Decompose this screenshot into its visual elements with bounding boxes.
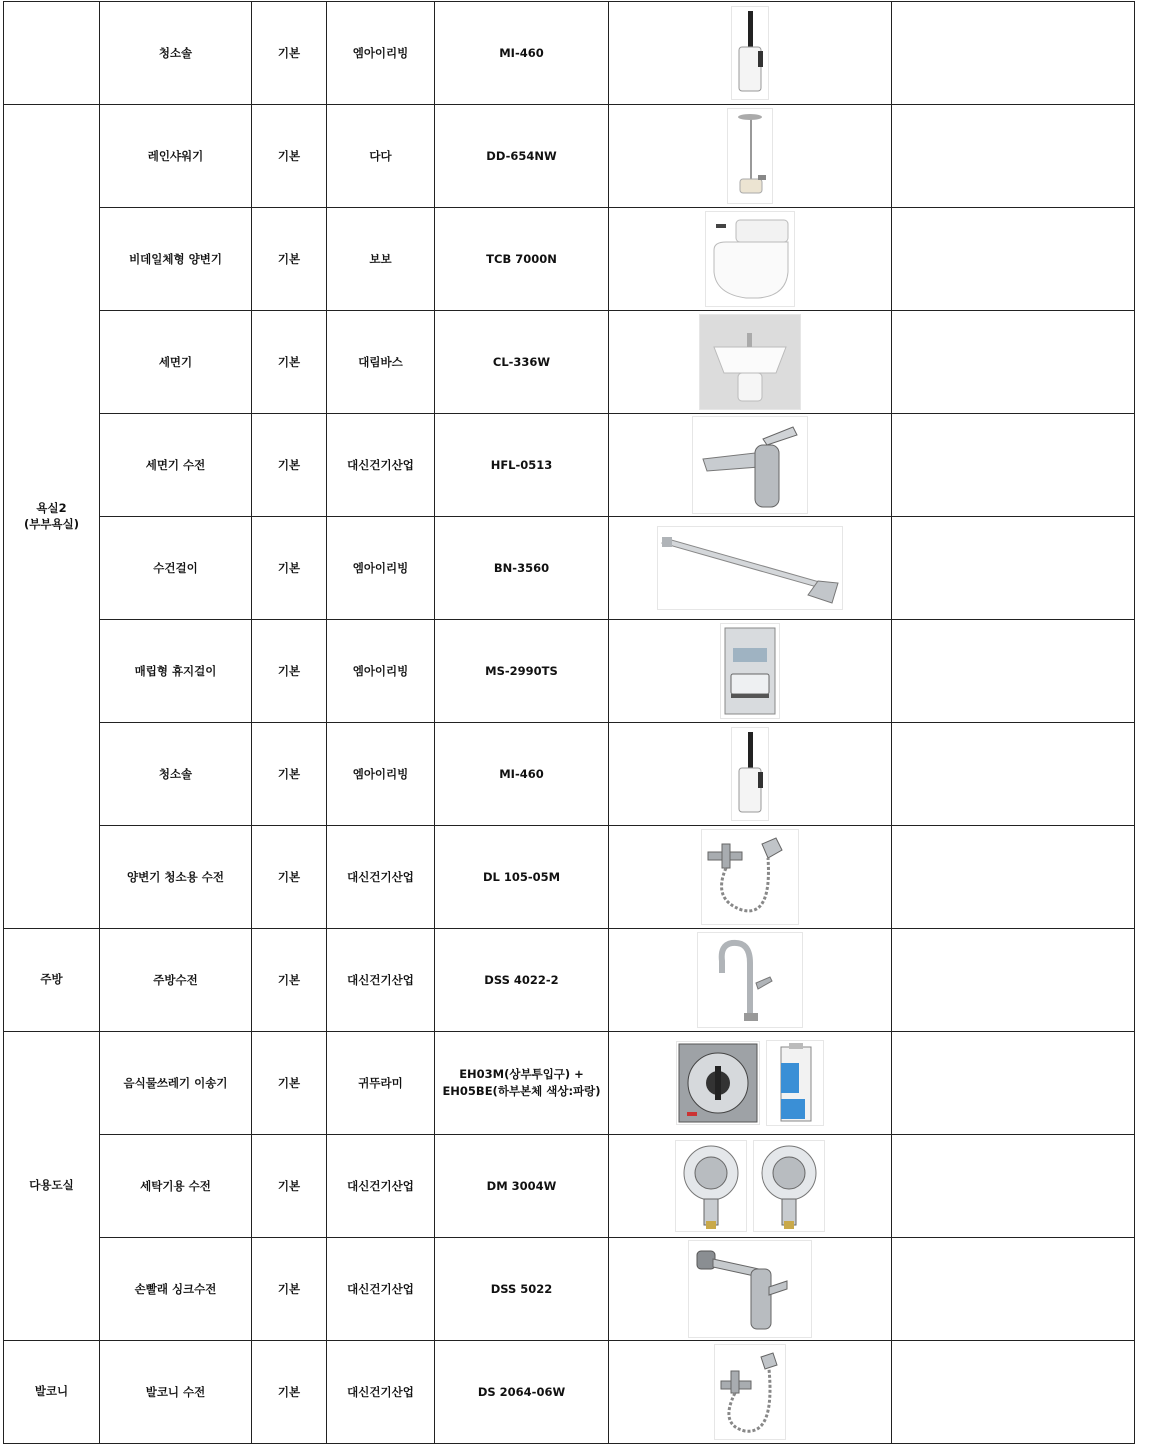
model-line: EH05BE(하부본체 색상:파랑)	[442, 1084, 601, 1098]
item-model: DD-654NW	[435, 105, 609, 208]
room-name: 다용도실	[29, 1178, 74, 1193]
paper-holder-icon	[720, 623, 780, 719]
item-name: 매립형 휴지걸이	[100, 620, 252, 723]
product-image-cell	[609, 826, 892, 929]
item-brand: 엠아이리빙	[327, 2, 435, 105]
item-brand: 엠아이리빙	[327, 517, 435, 620]
item-brand: 귀뚜라미	[327, 1032, 435, 1135]
item-type: 기본	[252, 208, 327, 311]
item-model: MI-460	[435, 2, 609, 105]
room-cell	[4, 105, 100, 929]
room-cell	[4, 929, 100, 1032]
room-subname: (부부욕실)	[24, 516, 79, 531]
item-name: 세탁기용 수전	[100, 1135, 252, 1238]
product-image-cell	[609, 414, 892, 517]
item-brand: 대신건기산업	[327, 414, 435, 517]
model-line: EH03M(상부투입구) +	[459, 1067, 584, 1082]
item-name: 수건걸이	[100, 517, 252, 620]
item-model: CL-336W	[435, 311, 609, 414]
item-name: 세면기	[100, 311, 252, 414]
note-cell	[892, 311, 1135, 414]
item-name: 세면기 수전	[100, 414, 252, 517]
item-type: 기본	[252, 1135, 327, 1238]
item-type: 기본	[252, 1032, 327, 1135]
item-type: 기본	[252, 414, 327, 517]
note-cell	[892, 929, 1135, 1032]
rain-shower-icon	[727, 108, 773, 204]
item-name: 비데일체형 양변기	[100, 208, 252, 311]
room-name: 욕실2	[36, 500, 67, 515]
item-model: DSS 5022	[435, 1238, 609, 1341]
washer-faucet-icon	[675, 1140, 747, 1232]
item-brand: 대신건기산업	[327, 1135, 435, 1238]
item-brand: 엠아이리빙	[327, 620, 435, 723]
item-type: 기본	[252, 723, 327, 826]
item-type: 기본	[252, 105, 327, 208]
product-image-cell	[609, 929, 892, 1032]
item-name: 레인샤워기	[100, 105, 252, 208]
note-cell	[892, 826, 1135, 929]
food-waste-disposer-icon	[676, 1041, 760, 1125]
washbasin-icon	[699, 314, 801, 410]
note-cell	[892, 414, 1135, 517]
note-cell	[892, 517, 1135, 620]
item-name: 손빨래 싱크수전	[100, 1238, 252, 1341]
item-brand: 다다	[327, 105, 435, 208]
item-model: MI-460	[435, 723, 609, 826]
item-type: 기본	[252, 1341, 327, 1444]
item-type: 기본	[252, 929, 327, 1032]
toilet-brush-icon	[731, 727, 769, 821]
room-name: 주방	[40, 972, 63, 987]
table-row	[4, 2, 1135, 105]
product-image-cell	[609, 517, 892, 620]
table-row	[4, 311, 1135, 414]
pullout-faucet-icon	[688, 1240, 812, 1338]
item-name: 양변기 청소용 수전	[100, 826, 252, 929]
item-name: 음식물쓰레기 이송기	[100, 1032, 252, 1135]
fixture-spec-table	[3, 1, 1135, 1444]
table-row	[4, 208, 1135, 311]
item-model: DS 2064-06W	[435, 1341, 609, 1444]
product-image-cell	[609, 2, 892, 105]
item-brand: 엠아이리빙	[327, 723, 435, 826]
item-type: 기본	[252, 517, 327, 620]
table-row	[4, 517, 1135, 620]
item-brand: 대신건기산업	[327, 1341, 435, 1444]
toilet-brush-icon	[731, 6, 769, 100]
table-row	[4, 723, 1135, 826]
item-name: 주방수전	[100, 929, 252, 1032]
item-type: 기본	[252, 1238, 327, 1341]
kitchen-faucet-icon	[697, 932, 803, 1028]
item-brand: 대림바스	[327, 311, 435, 414]
item-brand: 대신건기산업	[327, 1238, 435, 1341]
product-image-cell	[609, 620, 892, 723]
table-row	[4, 105, 1135, 208]
item-model	[435, 1032, 609, 1135]
note-cell	[892, 2, 1135, 105]
note-cell	[892, 208, 1135, 311]
towel-bar-icon	[657, 526, 843, 610]
product-image-cell	[609, 723, 892, 826]
item-name: 청소솔	[100, 2, 252, 105]
product-image-cell	[609, 1135, 892, 1238]
table-row	[4, 1341, 1135, 1444]
basin-faucet-icon	[692, 416, 808, 514]
product-image-cell	[609, 311, 892, 414]
item-brand: 대신건기산업	[327, 929, 435, 1032]
note-cell	[892, 723, 1135, 826]
product-image-cell	[609, 208, 892, 311]
room-cell	[4, 2, 100, 105]
balcony-faucet-icon	[714, 1344, 786, 1440]
room-name: 발코니	[34, 1384, 69, 1399]
note-cell	[892, 1341, 1135, 1444]
item-model: DSS 4022-2	[435, 929, 609, 1032]
item-name: 청소솔	[100, 723, 252, 826]
note-cell	[892, 105, 1135, 208]
table-row	[4, 929, 1135, 1032]
spray-faucet-icon	[701, 829, 799, 925]
room-cell	[4, 1341, 100, 1444]
item-model: BN-3560	[435, 517, 609, 620]
table-row	[4, 1135, 1135, 1238]
item-model: DM 3004W	[435, 1135, 609, 1238]
product-image-cell	[609, 105, 892, 208]
table-row	[4, 826, 1135, 929]
product-image-cell	[609, 1032, 892, 1135]
item-brand: 보보	[327, 208, 435, 311]
bidet-toilet-icon	[705, 211, 795, 307]
item-name: 발코니 수전	[100, 1341, 252, 1444]
item-type: 기본	[252, 2, 327, 105]
item-model: DL 105-05M	[435, 826, 609, 929]
note-cell	[892, 1135, 1135, 1238]
item-type: 기본	[252, 620, 327, 723]
blue-unit-icon	[766, 1040, 824, 1126]
item-brand: 대신건기산업	[327, 826, 435, 929]
note-cell	[892, 620, 1135, 723]
note-cell	[892, 1032, 1135, 1135]
room-cell	[4, 1032, 100, 1341]
product-image-cell	[609, 1238, 892, 1341]
product-image-cell	[609, 1341, 892, 1444]
table-row	[4, 620, 1135, 723]
table-row	[4, 414, 1135, 517]
item-model: MS-2990TS	[435, 620, 609, 723]
washer-faucet-icon	[753, 1140, 825, 1232]
item-type: 기본	[252, 826, 327, 929]
table-row	[4, 1238, 1135, 1341]
item-model: TCB 7000N	[435, 208, 609, 311]
note-cell	[892, 1238, 1135, 1341]
item-type: 기본	[252, 311, 327, 414]
table-row	[4, 1032, 1135, 1135]
item-model: HFL-0513	[435, 414, 609, 517]
